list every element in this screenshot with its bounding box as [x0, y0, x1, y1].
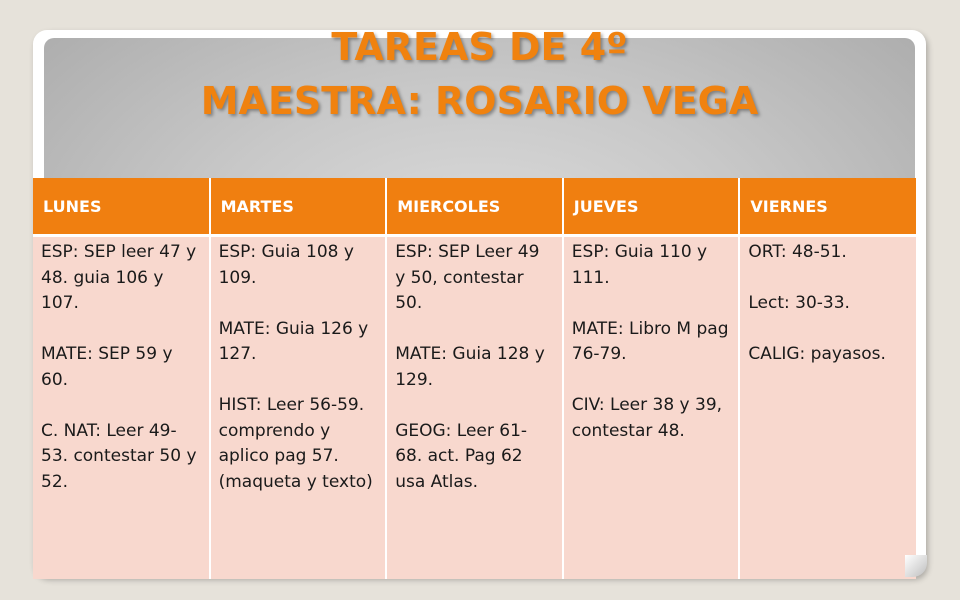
task-item: MATE: Guia 128 y 129.: [395, 344, 545, 390]
header-jueves: JUEVES: [563, 178, 740, 236]
task-item: ESP: Guia 110 y 111.: [571, 242, 708, 288]
task-item: CALIG: payasos.: [748, 344, 886, 364]
task-item: HIST: Leer 56-59. comprendo y aplico pag 57. (maqueta y texto): [218, 395, 373, 492]
header-martes: MARTES: [210, 178, 387, 236]
cell-lunes: [33, 236, 210, 580]
header-miercoles: MIERCOLES: [386, 178, 563, 236]
header-viernes: VIERNES: [739, 178, 916, 236]
slide-title: [44, 20, 915, 128]
title-line-grade: TAREAS DE 4º: [331, 25, 628, 69]
task-item: ESP: Guia 108 y 109.: [218, 242, 354, 288]
task-item: MATE: Guia 126 y 127.: [218, 318, 369, 364]
task-item: C. NAT: Leer 49-53. contestar 50 y 52.: [41, 420, 197, 492]
task-item: Lect: 30-33.: [748, 293, 850, 313]
cell-viernes: [739, 236, 916, 580]
task-item: ORT: 48-51.: [748, 242, 847, 262]
task-item: CIV: Leer 38 y 39, contestar 48.: [571, 395, 723, 441]
task-item: ESP: SEP leer 47 y 48. guia 106 y 107.: [41, 242, 197, 313]
homework-table: [33, 178, 916, 579]
cell-miercoles: [386, 236, 563, 580]
title-line-teacher: MAESTRA: ROSARIO VEGA: [200, 79, 759, 123]
cell-jueves: [563, 236, 740, 580]
task-item: ESP: SEP Leer 49 y 50, contestar 50.: [395, 242, 540, 313]
page-curl-corner: [905, 555, 927, 577]
task-item: MATE: Libro M pag 76-79.: [571, 318, 729, 364]
task-item: MATE: SEP 59 y 60.: [41, 344, 173, 390]
table-header-row: [33, 178, 916, 236]
header-lunes: LUNES: [33, 178, 210, 236]
cell-martes: [210, 236, 387, 580]
table-row: [33, 236, 916, 580]
task-item: GEOG: Leer 61-68. act. Pag 62 usa Atlas.: [395, 420, 528, 492]
